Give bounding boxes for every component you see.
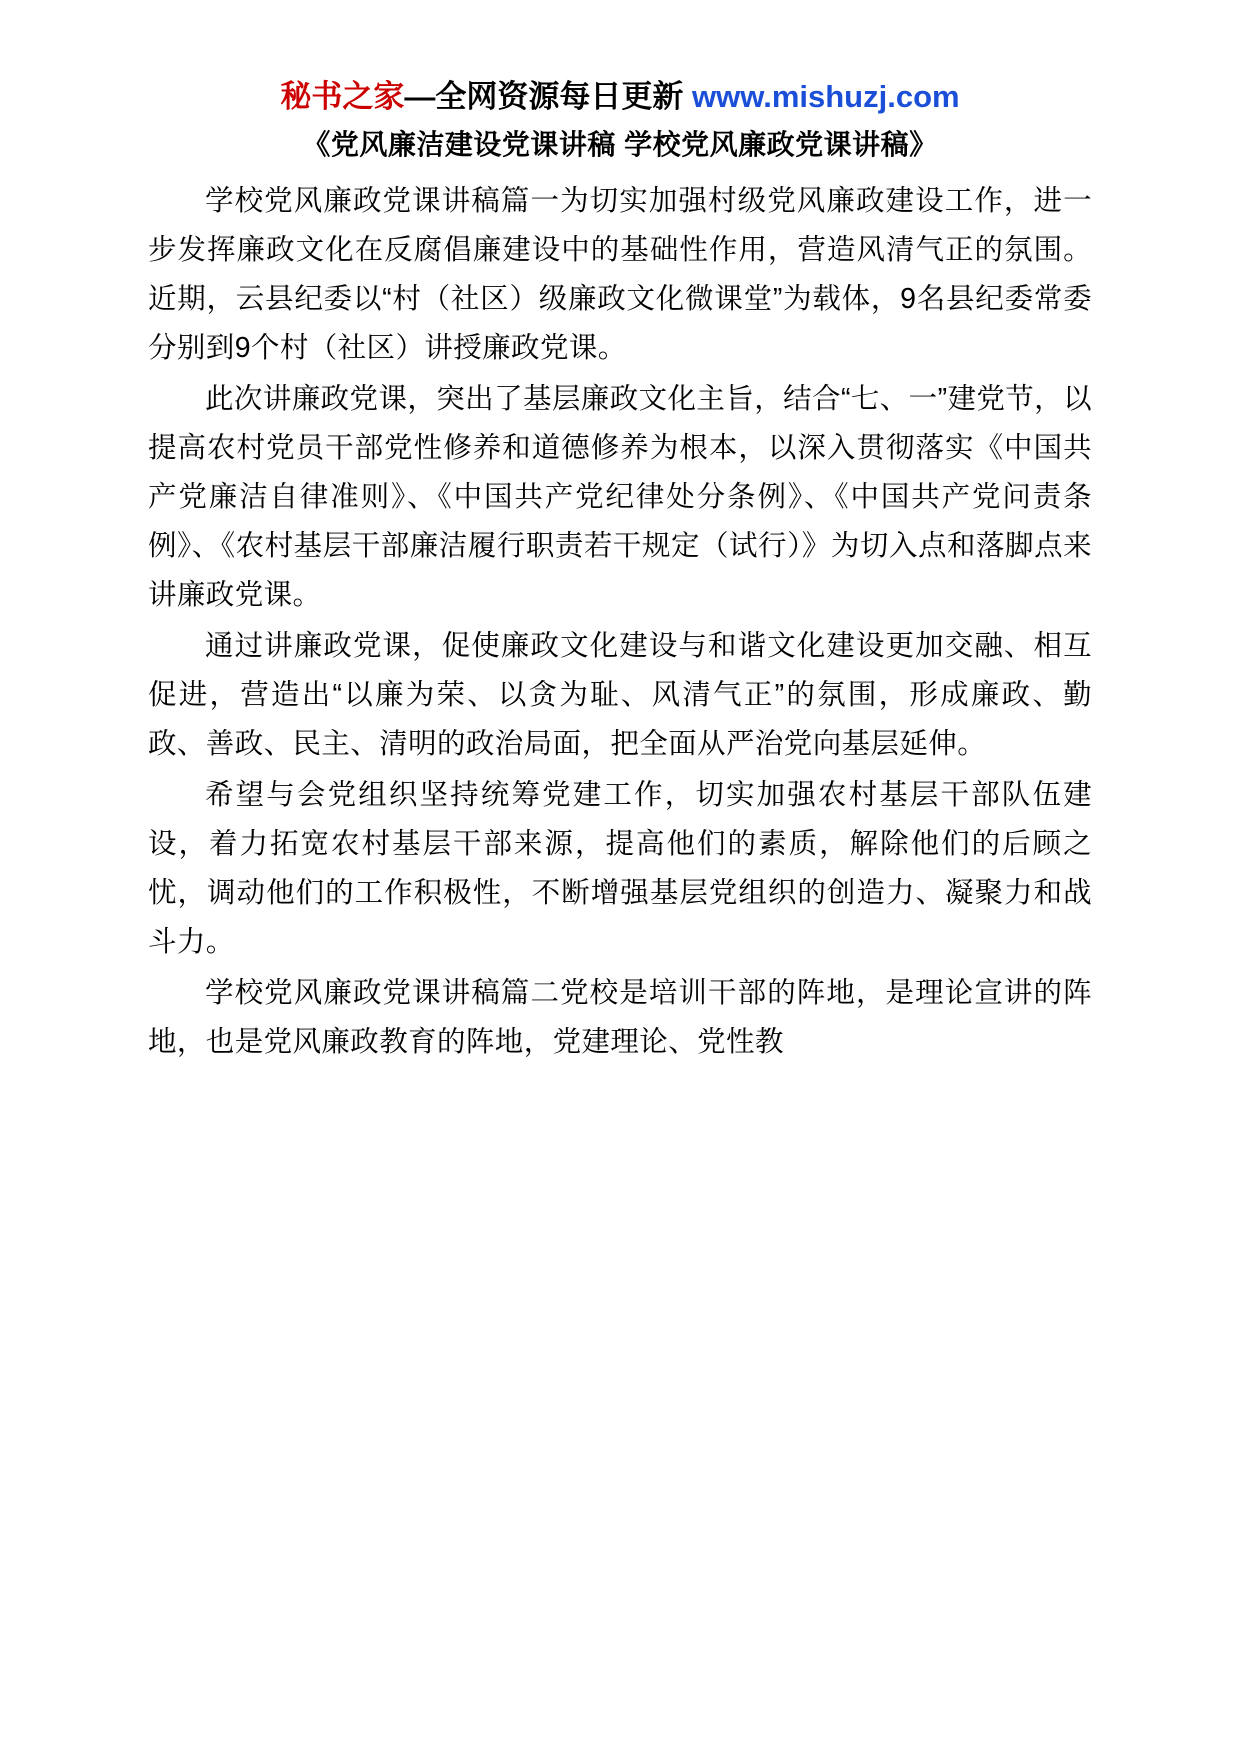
paragraph: 希望与会党组织坚持统筹党建工作，切实加强农村基层干部队伍建设，着力拓宽农村基层干部来源，提高他们的素质，解除他们的后顾之忧，调动他们的工作积极性，不断增强基层党组织的创造力、凝聚力和战斗力。 [148,779,1092,959]
watermark-tagline: 全网资源每日更新 [435,79,684,114]
paragraph: 通过讲廉政党课，促使廉政文化建设与和谐文化建设更加交融、相互促进，营造出“以廉为荣、以贪为耻、风清气正”的氛围，形成廉政、勤政、善政、民主、清明的政治局面，把全面从严治党向基层延伸。 [148,630,1092,761]
paragraph: 学校党风廉政党课讲稿篇二党校是培训干部的阵地，是理论宣讲的阵地，也是党风廉政教育的阵地，党建理论、党性教 [148,977,1092,1059]
paragraph: 此次讲廉政党课，突出了基层廉政文化主旨，结合“七、一”建党节，以提高农村党员干部党性修养和道德修养为根本，以深入贯彻落实《中国共产党廉洁自律准则》、《中国共产党纪律处分条例》、《中国共产党问责条例》、《农村基层干部廉洁履行职责若干规定（试行）》为切入点和落脚点来讲廉政党课。 [148,383,1092,612]
paragraph: 学校党风廉政党课讲稿篇一为切实加强村级党风廉政建设工作，进一步发挥廉政文化在反腐倡廉建设中的基础性作用，营造风清气正的氛围。近期，云县纪委以“村（社区）级廉政文化微课堂”为载体，9名县纪委常委分别到9个村（社区）讲授廉政党课。 [148,185,1092,365]
watermark-url[interactable]: www.mishuzj.com [692,79,960,114]
page-title: 《党风廉洁建设党课讲稿 学校党风廉政党课讲稿》 [302,129,938,161]
watermark-brand: 秘书之家 [280,79,405,114]
watermark-dash: — [404,79,436,114]
site-watermark [148,78,1092,115]
